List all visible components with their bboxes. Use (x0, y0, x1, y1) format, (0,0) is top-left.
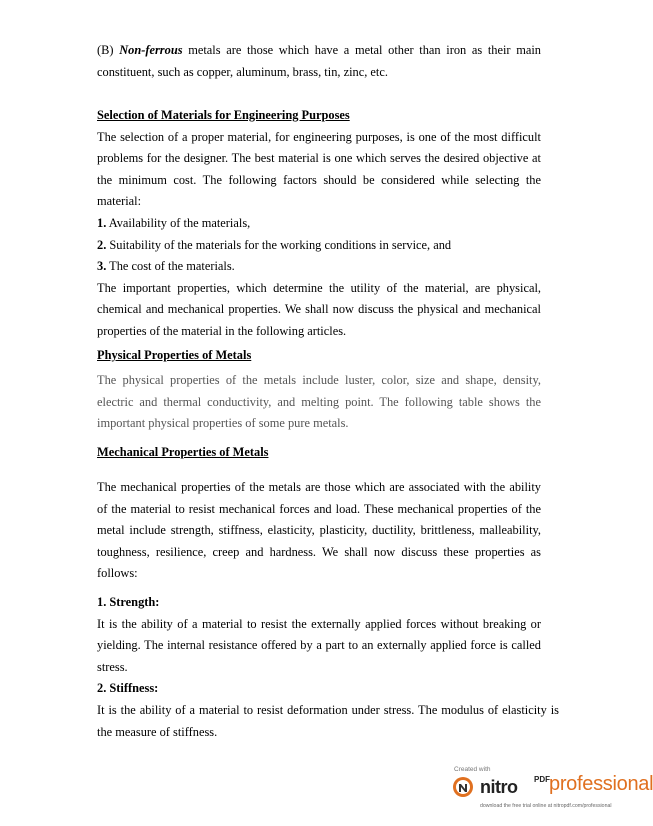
selection-line: chemical and mechanical properties. We shall now discuss the physical and mechanical (97, 302, 541, 317)
stiffness-line: It is the ability of a material to resist deformation under stress. The modulus of elasticity is (97, 702, 559, 717)
factor-text: Suitability of the materials for the working conditions in service, and (106, 237, 452, 252)
selection-section (97, 105, 541, 343)
mechanical-line: metal include strength, stiffness, elasticity, plasticity, ductility, brittleness, malleability, (97, 523, 541, 538)
stiffness-line: the measure of stiffness. (97, 724, 218, 739)
stiffness-title: 2. Stiffness: (97, 681, 159, 696)
mechanical-line: toughness, resilience, creep and hardness. We shall now discuss these properties as (97, 544, 541, 559)
factor-number: 3. (97, 259, 107, 274)
nitro-logo-icon (452, 776, 474, 798)
factor-number: 2. (97, 237, 107, 252)
physical-heading: Physical Properties of Metals (97, 348, 252, 362)
mechanical-line: follows: (97, 566, 138, 581)
factor-text: The cost of the materials. (106, 259, 235, 274)
mechanical-line: The mechanical properties of the metals are those which are associated with the ability (97, 480, 541, 494)
download-trial-text: download the free trial online at nitropdf.com/professional (480, 803, 612, 809)
factor-item (97, 213, 541, 235)
selection-line: The important properties, which determine the utility of the material, are physical, (97, 280, 541, 295)
selection-line: the minimum cost. The following factors should be considered while selecting the (97, 172, 541, 187)
mechanical-heading: Mechanical Properties of Metals (97, 445, 269, 459)
factor-text: Availability of the materials, (106, 215, 251, 230)
intro-line1-rest: metals are those which have a metal other than iron as their main (182, 43, 541, 57)
strength-title: 1. Strength: (97, 595, 160, 609)
nitro-watermark (448, 766, 653, 822)
pdf-superscript: PDF (534, 775, 550, 784)
professional-wordmark: professional (549, 773, 653, 795)
factor-item (97, 256, 541, 278)
intro-line2: constituent, such as copper, aluminum, brass, tin, zinc, etc. (97, 64, 388, 79)
mechanical-line: of the material to resist mechanical forces and load. These mechanical properties of the (97, 501, 541, 516)
strength-line: stress. (97, 659, 128, 674)
physical-line: important physical properties of some pure metals. (97, 416, 349, 431)
selection-line: material: (97, 194, 142, 209)
intro-paragraph (97, 40, 541, 83)
factor-number: 1. (97, 215, 107, 230)
physical-paragraph (97, 370, 541, 435)
intro-prefix: (B) (97, 43, 120, 57)
selection-line: problems for the designer. The best material is one which serves the desired objective at (97, 151, 541, 166)
strength-section (97, 592, 559, 743)
factor-item (97, 235, 541, 257)
nitro-wordmark: nitro (480, 777, 518, 797)
non-ferrous-term: Non-ferrous (119, 43, 183, 57)
strength-line: It is the ability of a material to resist the externally applied forces without breaking or (97, 616, 541, 631)
selection-heading: Selection of Materials for Engineering Purposes (97, 108, 350, 122)
mechanical-section (97, 442, 541, 464)
physical-line: The physical properties of the metals include luster, color, size and shape, density, (97, 373, 541, 387)
strength-line: yielding. The internal resistance offered by a part to an externally applied force is called (97, 638, 541, 653)
physical-section (97, 345, 541, 367)
selection-line: The selection of a proper material, for engineering purposes, is one of the most difficult (97, 129, 541, 144)
selection-line: properties of the material in the following articles. (97, 323, 347, 338)
mechanical-paragraph (97, 477, 541, 585)
created-with-text: Created with (454, 766, 491, 773)
physical-line: electric and thermal conductivity, and melting point. The following table shows the (97, 394, 541, 409)
